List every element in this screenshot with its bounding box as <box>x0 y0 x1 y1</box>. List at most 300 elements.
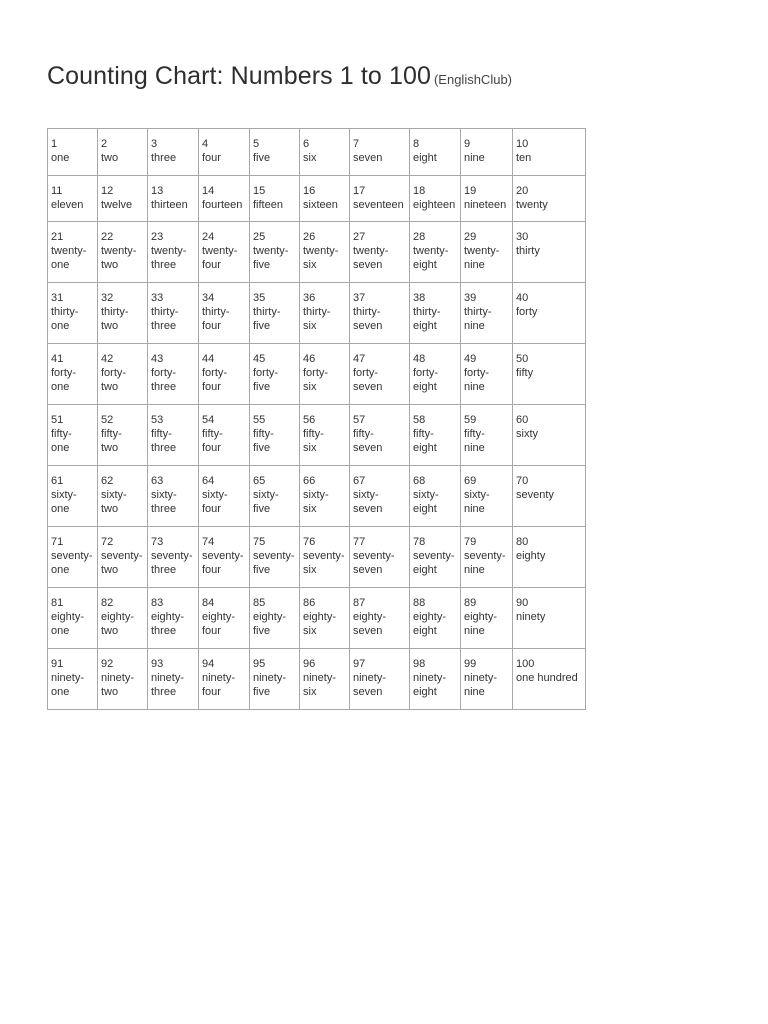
cell-word: eighty <box>516 550 546 562</box>
table-body <box>48 129 586 710</box>
number-cell <box>148 588 199 649</box>
cell-number: 88 <box>413 597 426 609</box>
page-title: Counting Chart: Numbers 1 to 100 <box>47 62 431 90</box>
number-cell <box>148 129 199 176</box>
cell-word: sixty- eight <box>413 489 439 515</box>
number-cell <box>48 344 98 405</box>
cell-number: 61 <box>51 475 64 487</box>
cell-number: 62 <box>101 475 114 487</box>
cell-word: thirty- four <box>202 306 230 332</box>
cell-word: thirty- one <box>51 306 79 332</box>
cell-number: 32 <box>101 292 114 304</box>
cell-number: 75 <box>253 536 266 548</box>
number-cell <box>48 405 98 466</box>
number-cell <box>461 283 513 344</box>
number-cell <box>199 405 250 466</box>
number-cell <box>48 176 98 222</box>
number-cell <box>48 222 98 283</box>
cell-number: 40 <box>516 292 529 304</box>
number-cell <box>98 344 148 405</box>
cell-number: 37 <box>353 292 366 304</box>
cell-number: 85 <box>253 597 266 609</box>
table-row <box>48 222 586 283</box>
cell-number: 10 <box>516 138 529 150</box>
cell-word: twenty- eight <box>413 245 449 271</box>
cell-number: 99 <box>464 658 477 670</box>
cell-word: ninety- two <box>101 672 135 698</box>
number-cell <box>199 466 250 527</box>
cell-number: 39 <box>464 292 477 304</box>
cell-number: 96 <box>303 658 316 670</box>
number-cell <box>513 222 586 283</box>
number-cell <box>461 344 513 405</box>
number-cell <box>148 344 199 405</box>
number-cell <box>148 405 199 466</box>
cell-word: fifty- nine <box>464 428 485 454</box>
number-cell <box>461 588 513 649</box>
number-cell <box>199 527 250 588</box>
number-cell <box>98 405 148 466</box>
number-cell <box>461 649 513 710</box>
number-cell <box>98 222 148 283</box>
number-cell <box>513 344 586 405</box>
cell-word: ninety- seven <box>353 672 387 698</box>
cell-number: 81 <box>51 597 64 609</box>
cell-number: 23 <box>151 231 164 243</box>
cell-word: nine <box>464 152 485 164</box>
number-cell <box>513 283 586 344</box>
cell-number: 91 <box>51 658 64 670</box>
cell-word: twenty- four <box>202 245 238 271</box>
cell-word: sixty- nine <box>464 489 490 515</box>
cell-number: 53 <box>151 414 164 426</box>
cell-number: 79 <box>464 536 477 548</box>
cell-word: seven <box>353 152 383 164</box>
cell-number: 76 <box>303 536 316 548</box>
cell-number: 18 <box>413 185 426 197</box>
cell-number: 84 <box>202 597 215 609</box>
table-row <box>48 466 586 527</box>
cell-word: eighty- two <box>101 611 135 637</box>
cell-word: five <box>253 152 271 164</box>
number-cell <box>513 649 586 710</box>
cell-word: ninety- four <box>202 672 236 698</box>
cell-word: twenty- nine <box>464 245 500 271</box>
cell-word: ten <box>516 152 532 164</box>
cell-word: thirty- five <box>253 306 281 332</box>
number-cell <box>461 129 513 176</box>
number-cell <box>461 176 513 222</box>
cell-number: 20 <box>516 185 529 197</box>
number-cell <box>350 344 410 405</box>
cell-number: 89 <box>464 597 477 609</box>
number-cell <box>410 283 461 344</box>
cell-number: 11 <box>51 185 63 197</box>
number-cell <box>98 176 148 222</box>
cell-number: 26 <box>303 231 316 243</box>
cell-number: 74 <box>202 536 215 548</box>
cell-number: 68 <box>413 475 426 487</box>
cell-number: 95 <box>253 658 266 670</box>
counting-table <box>47 128 586 710</box>
number-cell <box>199 129 250 176</box>
cell-word: seventy- one <box>51 550 93 576</box>
cell-word: ninety- one <box>51 672 85 698</box>
cell-word: eighteen <box>413 199 456 211</box>
number-cell <box>250 129 300 176</box>
number-cell <box>300 344 350 405</box>
number-cell <box>250 649 300 710</box>
cell-number: 58 <box>413 414 426 426</box>
cell-word: sixteen <box>303 199 338 211</box>
number-cell <box>199 176 250 222</box>
cell-number: 29 <box>464 231 477 243</box>
cell-number: 70 <box>516 475 529 487</box>
number-cell <box>250 176 300 222</box>
cell-number: 2 <box>101 138 108 150</box>
cell-number: 63 <box>151 475 164 487</box>
cell-word: twenty- three <box>151 245 187 271</box>
cell-number: 34 <box>202 292 215 304</box>
number-cell <box>148 176 199 222</box>
number-cell <box>250 527 300 588</box>
cell-number: 87 <box>353 597 366 609</box>
cell-number: 77 <box>353 536 366 548</box>
table-row <box>48 176 586 222</box>
cell-number: 19 <box>464 185 477 197</box>
cell-word: forty <box>516 306 538 318</box>
cell-number: 3 <box>151 138 158 150</box>
cell-word: sixty- five <box>253 489 279 515</box>
number-cell <box>300 527 350 588</box>
cell-word: thirty- three <box>151 306 179 332</box>
cell-number: 41 <box>51 353 64 365</box>
cell-word: seventy- six <box>303 550 345 576</box>
cell-word: twelve <box>101 199 133 211</box>
number-cell <box>48 588 98 649</box>
cell-word: thirty- eight <box>413 306 441 332</box>
cell-number: 46 <box>303 353 316 365</box>
table-row <box>48 344 586 405</box>
number-cell <box>300 649 350 710</box>
cell-number: 57 <box>353 414 366 426</box>
number-cell <box>250 344 300 405</box>
number-cell <box>513 129 586 176</box>
cell-word: forty- seven <box>353 367 383 393</box>
number-cell <box>300 466 350 527</box>
cell-number: 38 <box>413 292 426 304</box>
cell-word: seventy- eight <box>413 550 455 576</box>
cell-word: eighty- three <box>151 611 185 637</box>
cell-word: twenty- one <box>51 245 87 271</box>
number-cell <box>300 405 350 466</box>
cell-number: 83 <box>151 597 164 609</box>
cell-number: 24 <box>202 231 215 243</box>
cell-number: 45 <box>253 353 266 365</box>
source-label: (EnglishClub) <box>433 72 513 87</box>
cell-number: 21 <box>51 231 64 243</box>
cell-number: 14 <box>202 185 215 197</box>
cell-word: one <box>51 152 70 164</box>
cell-word: six <box>303 152 317 164</box>
cell-word: ninety- six <box>303 672 337 698</box>
number-cell <box>148 222 199 283</box>
cell-number: 60 <box>516 414 529 426</box>
number-cell <box>461 222 513 283</box>
cell-number: 67 <box>353 475 366 487</box>
number-cell <box>199 649 250 710</box>
cell-word: eighty- seven <box>353 611 387 637</box>
number-cell <box>148 283 199 344</box>
number-cell <box>250 222 300 283</box>
number-cell <box>48 129 98 176</box>
cell-number: 93 <box>151 658 164 670</box>
cell-word: sixty- three <box>151 489 177 515</box>
number-cell <box>350 405 410 466</box>
number-cell <box>98 129 148 176</box>
cell-word: eight <box>413 152 437 164</box>
cell-word: fifty- five <box>253 428 274 454</box>
number-cell <box>98 283 148 344</box>
table-row <box>48 527 586 588</box>
cell-word: sixty <box>516 428 538 440</box>
cell-word: ninety- five <box>253 672 287 698</box>
number-cell <box>250 466 300 527</box>
number-cell <box>98 588 148 649</box>
cell-number: 43 <box>151 353 164 365</box>
cell-number: 42 <box>101 353 114 365</box>
cell-word: twenty- five <box>253 245 289 271</box>
number-cell <box>513 527 586 588</box>
cell-number: 9 <box>464 138 471 150</box>
cell-number: 27 <box>353 231 366 243</box>
table-row <box>48 649 586 710</box>
cell-word: eighty- five <box>253 611 287 637</box>
cell-number: 50 <box>516 353 529 365</box>
cell-word: twenty- six <box>303 245 339 271</box>
cell-number: 78 <box>413 536 426 548</box>
number-cell <box>410 588 461 649</box>
cell-word: fifty- eight <box>413 428 437 454</box>
number-cell <box>350 588 410 649</box>
cell-word: thirty <box>516 245 540 257</box>
number-cell <box>199 588 250 649</box>
cell-word: sixty- four <box>202 489 228 515</box>
number-cell <box>350 176 410 222</box>
cell-number: 94 <box>202 658 215 670</box>
number-cell <box>250 283 300 344</box>
cell-number: 5 <box>253 138 260 150</box>
cell-word: thirty- seven <box>353 306 383 332</box>
cell-number: 36 <box>303 292 316 304</box>
number-cell <box>410 649 461 710</box>
cell-word: forty- five <box>253 367 279 393</box>
cell-word: fifty <box>516 367 534 379</box>
cell-word: twenty- seven <box>353 245 389 271</box>
cell-number: 69 <box>464 475 477 487</box>
cell-word: four <box>202 152 221 164</box>
cell-word: thirty- six <box>303 306 331 332</box>
cell-word: eighty- one <box>51 611 85 637</box>
table-row <box>48 129 586 176</box>
number-cell <box>461 466 513 527</box>
cell-number: 65 <box>253 475 266 487</box>
number-cell <box>148 527 199 588</box>
cell-word: seventy- four <box>202 550 244 576</box>
cell-word: one hundred <box>516 672 578 684</box>
number-cell <box>250 405 300 466</box>
number-cell <box>410 176 461 222</box>
cell-number: 15 <box>253 185 266 197</box>
number-cell <box>300 176 350 222</box>
cell-number: 4 <box>202 138 209 150</box>
number-cell <box>300 129 350 176</box>
number-cell <box>300 222 350 283</box>
number-cell <box>300 283 350 344</box>
cell-word: thirty- nine <box>464 306 492 332</box>
cell-word: fourteen <box>202 199 243 211</box>
cell-word: forty- six <box>303 367 329 393</box>
cell-word: ninety- eight <box>413 672 447 698</box>
number-cell <box>513 405 586 466</box>
cell-word: fifty- four <box>202 428 223 454</box>
cell-word: fifty- one <box>51 428 72 454</box>
cell-number: 8 <box>413 138 420 150</box>
cell-number: 35 <box>253 292 266 304</box>
cell-number: 31 <box>51 292 64 304</box>
number-cell <box>98 649 148 710</box>
cell-word: forty- nine <box>464 367 490 393</box>
cell-number: 71 <box>51 536 64 548</box>
cell-number: 54 <box>202 414 215 426</box>
cell-word: sixty- two <box>101 489 127 515</box>
cell-number: 86 <box>303 597 316 609</box>
cell-word: eighty- eight <box>413 611 447 637</box>
cell-word: forty- eight <box>413 367 439 393</box>
cell-number: 1 <box>51 138 58 150</box>
cell-word: seventy- seven <box>353 550 395 576</box>
number-cell <box>98 527 148 588</box>
cell-word: fifty- two <box>101 428 122 454</box>
cell-number: 97 <box>353 658 366 670</box>
cell-number: 98 <box>413 658 426 670</box>
cell-number: 90 <box>516 597 529 609</box>
number-cell <box>461 527 513 588</box>
cell-word: seventy- two <box>101 550 143 576</box>
cell-word: ninety <box>516 611 546 623</box>
number-cell <box>410 344 461 405</box>
number-cell <box>48 649 98 710</box>
cell-word: seventy- five <box>253 550 295 576</box>
cell-number: 72 <box>101 536 114 548</box>
cell-number: 49 <box>464 353 477 365</box>
cell-number: 52 <box>101 414 114 426</box>
cell-word: eighty- six <box>303 611 337 637</box>
cell-number: 51 <box>51 414 64 426</box>
number-cell <box>250 588 300 649</box>
cell-word: forty- two <box>101 367 127 393</box>
number-cell <box>350 649 410 710</box>
table-row <box>48 588 586 649</box>
number-cell <box>410 222 461 283</box>
number-cell <box>199 283 250 344</box>
cell-number: 56 <box>303 414 316 426</box>
number-cell <box>98 466 148 527</box>
cell-number: 6 <box>303 138 310 150</box>
number-cell <box>148 466 199 527</box>
cell-number: 92 <box>101 658 114 670</box>
cell-number: 80 <box>516 536 529 548</box>
number-cell <box>350 222 410 283</box>
number-cell <box>410 405 461 466</box>
cell-word: fifty- seven <box>353 428 383 454</box>
number-cell <box>410 466 461 527</box>
number-cell <box>48 527 98 588</box>
cell-number: 13 <box>151 185 164 197</box>
cell-word: ninety- nine <box>464 672 498 698</box>
table-row <box>48 283 586 344</box>
number-cell <box>513 176 586 222</box>
cell-word: fifty- three <box>151 428 177 454</box>
cell-word: thirty- two <box>101 306 129 332</box>
cell-word: thirteen <box>151 199 188 211</box>
number-cell <box>513 588 586 649</box>
number-cell <box>513 466 586 527</box>
cell-word: eighty- nine <box>464 611 498 637</box>
cell-number: 55 <box>253 414 266 426</box>
cell-number: 100 <box>516 658 535 670</box>
cell-word: eleven <box>51 199 84 211</box>
cell-word: fifty- six <box>303 428 324 454</box>
cell-number: 73 <box>151 536 164 548</box>
cell-number: 66 <box>303 475 316 487</box>
cell-number: 59 <box>464 414 477 426</box>
number-cell <box>199 344 250 405</box>
cell-word: fifteen <box>253 199 283 211</box>
number-cell <box>350 283 410 344</box>
cell-word: forty- three <box>151 367 177 393</box>
cell-number: 64 <box>202 475 215 487</box>
cell-word: ninety- three <box>151 672 185 698</box>
cell-number: 47 <box>353 353 366 365</box>
cell-word: sixty- six <box>303 489 329 515</box>
cell-word: eighty- four <box>202 611 236 637</box>
cell-number: 44 <box>202 353 215 365</box>
number-cell <box>410 527 461 588</box>
number-cell <box>350 527 410 588</box>
cell-number: 25 <box>253 231 266 243</box>
cell-number: 7 <box>353 138 360 150</box>
cell-number: 30 <box>516 231 529 243</box>
cell-number: 16 <box>303 185 316 197</box>
cell-word: forty- four <box>202 367 228 393</box>
cell-word: sixty- one <box>51 489 77 515</box>
number-cell <box>148 649 199 710</box>
number-cell <box>48 283 98 344</box>
number-cell <box>461 405 513 466</box>
cell-word: seventy- three <box>151 550 193 576</box>
cell-word: two <box>101 152 119 164</box>
cell-number: 48 <box>413 353 426 365</box>
cell-word: seventy- nine <box>464 550 506 576</box>
number-cell <box>199 222 250 283</box>
number-cell <box>350 466 410 527</box>
cell-number: 17 <box>353 185 366 197</box>
cell-word: forty- one <box>51 367 77 393</box>
cell-word: seventy <box>516 489 554 501</box>
table-row <box>48 405 586 466</box>
cell-word: twenty <box>516 199 548 211</box>
